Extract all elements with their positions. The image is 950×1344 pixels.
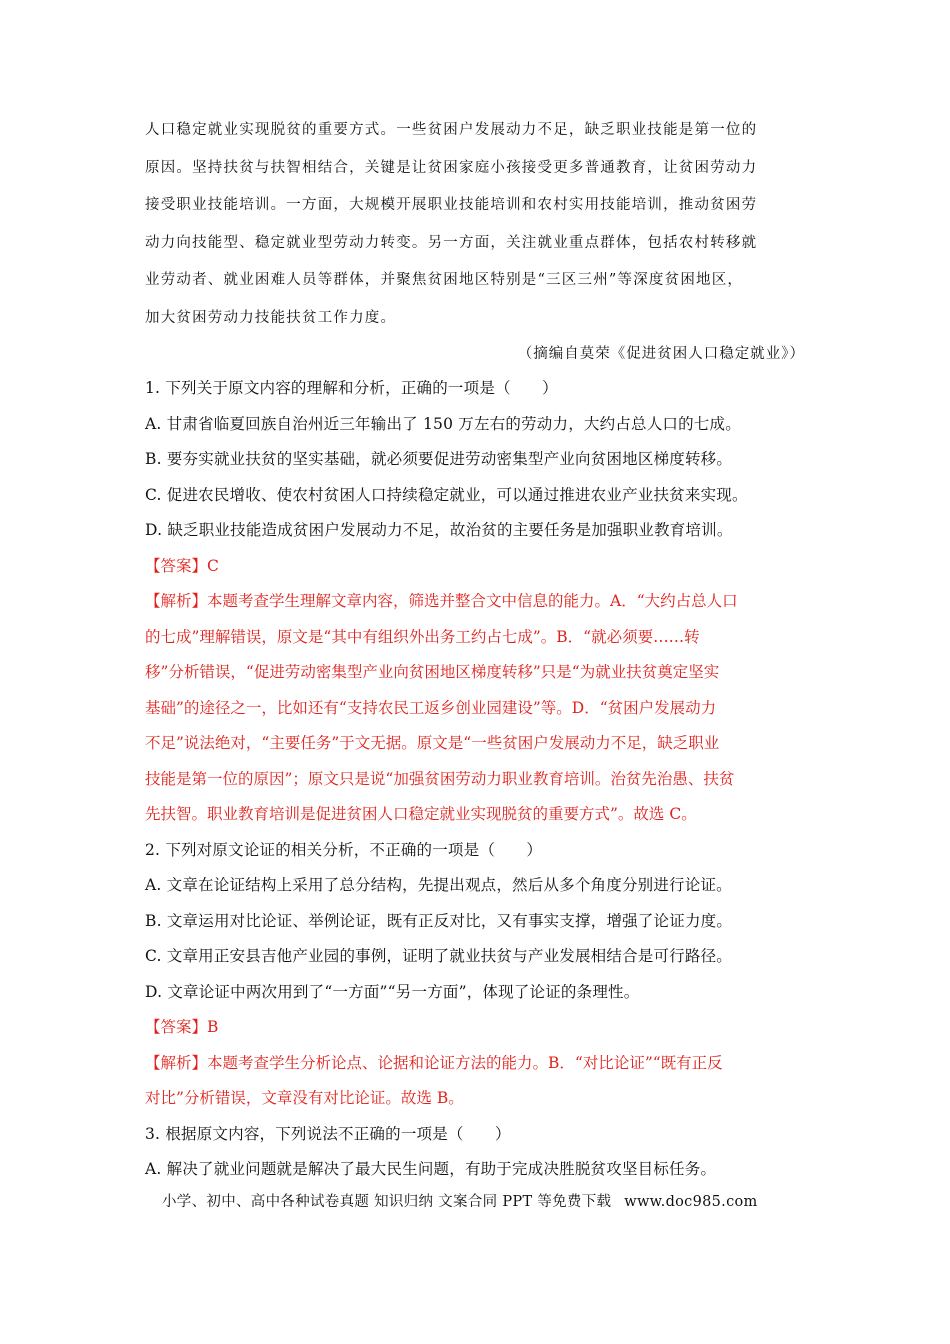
analysis-1 — [145, 584, 810, 833]
answer-2 — [145, 1010, 810, 1046]
passage-source: （摘编自莫荣《促进贫困人口稳定就业》） — [517, 346, 805, 362]
analysis-line: 先扶智。职业教育培训是促进贫困人口稳定就业实现脱贫的重要方式”。故选 C。 — [145, 805, 697, 823]
question-stem: 3. 根据原文内容，下列说法不正确的一项是（ ） — [145, 1124, 511, 1143]
passage-line: 接受职业技能培训。一方面，大规模开展职业技能培训和农村实用技能培训，推动贫困劳 — [145, 197, 758, 213]
passage-line: 原因。坚持扶贫与扶智相结合，关键是让贫困家庭小孩接受更多普通教育，让贫困劳动力 — [145, 159, 758, 176]
option-d: D. 文章论证中两次用到了“一方面”“另一方面”，体现了论证的条理性。 — [145, 982, 640, 1001]
answer-label: 【答案】 — [145, 1018, 208, 1036]
option-c: C. 文章用正安县吉他产业园的事例，证明了就业扶贫与产业发展相结合是可行路径。 — [145, 947, 732, 965]
analysis-line: 不足”说法绝对，“主要任务”于文无据。原文是“一些贫困户发展动力不足，缺乏职业 — [145, 734, 720, 752]
question-1 — [145, 371, 810, 549]
question-3 — [145, 1117, 810, 1188]
passage — [145, 112, 810, 337]
footer-site: www.doc985.com — [624, 1194, 758, 1210]
passage-line: 动力向技能型、稳定就业型劳动力转变。另一方面，关注就业重点群体，包括农村转移就 — [145, 234, 758, 251]
question-stem: 1. 下列关于原文内容的理解和分析，正确的一项是（ ） — [145, 379, 558, 397]
option-d: D. 缺乏职业技能造成贫困户发展动力不足，故治贫的主要任务是加强职业教育培训。 — [145, 521, 733, 539]
question-2 — [145, 833, 810, 1011]
answer-value: C — [207, 556, 219, 575]
analysis-line: 移”分析错误，“促进劳动密集型产业向贫困地区梯度转移”只是“为就业扶贫奠定坚实 — [145, 663, 720, 681]
answer-1 — [145, 549, 810, 585]
page-footer — [162, 1190, 766, 1211]
option-c: C. 促进农民增收、使农村贫困人口持续稳定就业，可以通过推进农业产业扶贫来实现。 — [145, 485, 748, 504]
analysis-label: 【解析】 — [145, 1053, 208, 1072]
analysis-line: 本题考查学生理解文章内容，筛选并整合文中信息的能力。A．“大约占总人口 — [207, 592, 738, 610]
answer-label: 【答案】 — [145, 556, 208, 575]
option-a: A. 文章在论证结构上采用了总分结构，先提出观点，然后从多个角度分别进行论证。 — [145, 876, 732, 894]
analysis-line: 技能是第一位的原因”；原文只是说“加强贫困劳动力职业教育培训。治贫先治愚、扶贫 — [145, 769, 735, 788]
analysis-2 — [145, 1046, 810, 1117]
analysis-line: 的七成”理解错误，原文是“其中有组织外出务工约占七成”。B．“就必须要……转 — [145, 627, 700, 646]
option-a: A. 解决了就业问题就是解决了最大民生问题，有助于完成决胜脱贫攻坚目标任务。 — [145, 1160, 717, 1178]
analysis-line: 基础”的途径之一，比如还有“支持农民工返乡创业园建设”等。D．“贫困户发展动力 — [145, 698, 717, 717]
passage-line: 加大贫困劳动力技能扶贫工作力度。 — [145, 309, 397, 326]
option-b: B. 要夯实就业扶贫的坚实基础，就必须要促进劳动密集型产业向贫困地区梯度转移。 — [145, 450, 733, 468]
answer-value: B — [207, 1018, 219, 1036]
passage-line: 人口稳定就业实现脱贫的重要方式。一些贫困户发展动力不足，缺乏职业技能是第一位的 — [145, 122, 758, 138]
analysis-label: 【解析】 — [145, 592, 208, 610]
option-a: A. 甘肃省临夏回族自治州近三年输出了 150 万左右的劳动力，大约占总人口的七成。 — [145, 414, 741, 433]
footer-text: 小学、初中、高中各种试卷真题 知识归纳 文案合同 PPT 等免费下载 — [162, 1194, 612, 1210]
document-body — [145, 112, 810, 1188]
question-stem: 2. 下列对原文论证的相关分析，不正确的一项是（ ） — [145, 840, 543, 859]
passage-line: 业劳动者、就业困难人员等群体，并聚焦贫困地区特别是“三区三州”等深度贫困地区， — [145, 272, 744, 288]
analysis-line: 对比”分析错误，文章没有对比论证。故选 B。 — [145, 1089, 464, 1107]
option-b: B. 文章运用对比论证、举例论证，既有正反对比，又有事实支撑，增强了论证力度。 — [145, 911, 733, 930]
analysis-line: 本题考查学生分析论点、论据和论证方法的能力。B．“对比论证”“既有正反 — [207, 1053, 723, 1072]
